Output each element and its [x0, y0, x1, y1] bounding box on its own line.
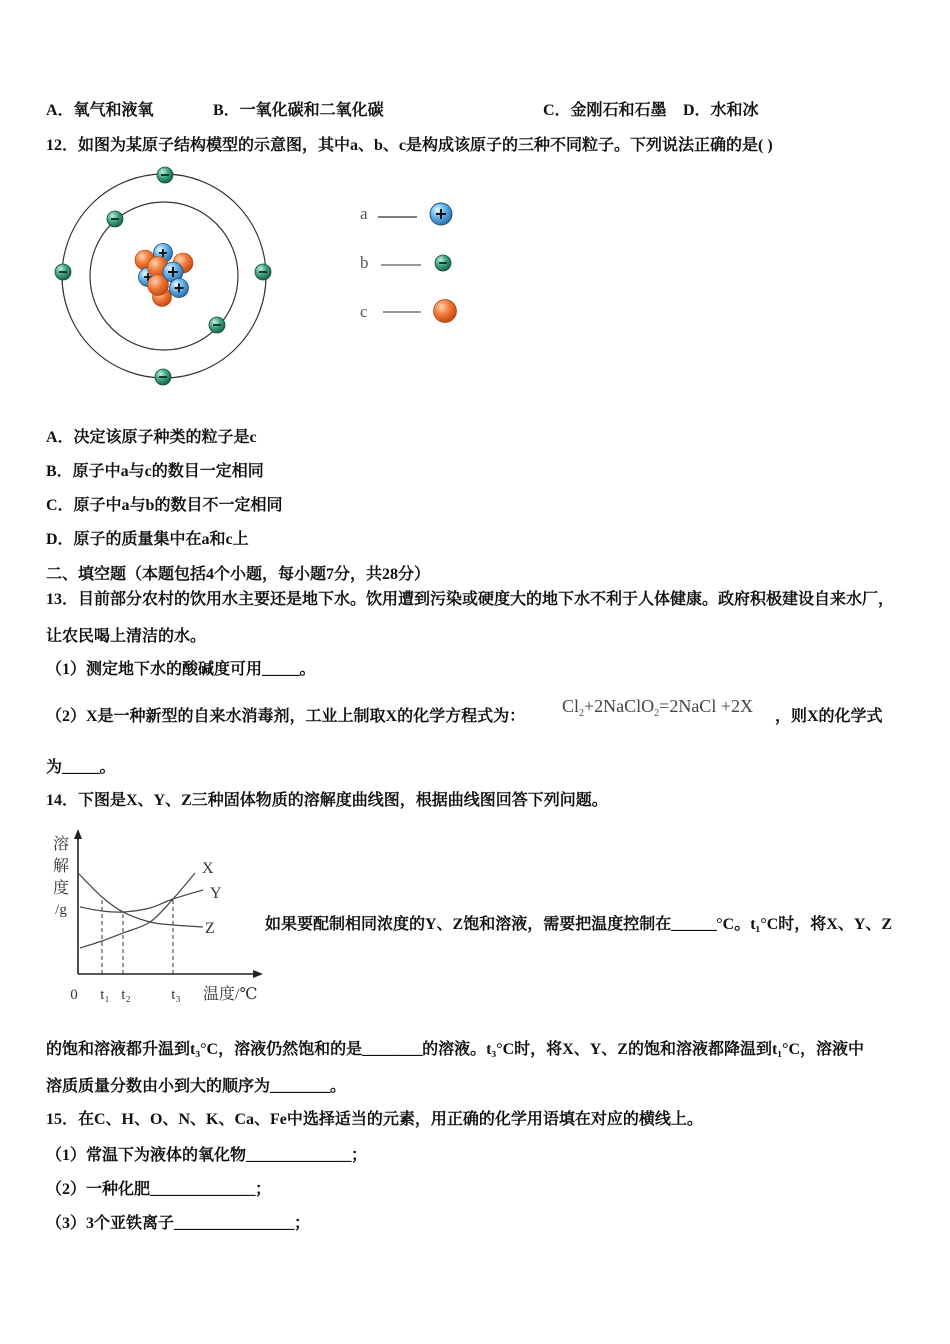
q15-item-2-end: ；	[255, 1181, 272, 1198]
curve-label-z: Z	[205, 920, 215, 937]
y-axis-label-unit: /g	[55, 902, 67, 918]
q13-sub1-text: （1）测定地下水的酸碱度可用	[46, 661, 263, 678]
x-tick-label: 0	[70, 987, 78, 1003]
legend-item-b	[360, 253, 451, 272]
answer-blank: ________________	[174, 1215, 295, 1232]
chart-plot-layer	[70, 860, 222, 1003]
answer-blank: ______________	[246, 1147, 352, 1164]
curve-label-x: X	[202, 860, 214, 877]
q12-option-c: C．原子中a与b的数目不一定相同	[46, 497, 283, 514]
x-axis-label: 温度/℃	[203, 986, 258, 1003]
y-axis-label	[53, 835, 69, 918]
q12-stem: 12．如图为某原子结构模型的示意图，其中a、b、c是构成该原子的三种不同粒子。下列说法正确的是( )	[46, 137, 773, 154]
answer-blank: ________	[362, 1041, 423, 1058]
legend-letter: c	[360, 302, 368, 321]
y-axis	[74, 829, 82, 974]
electron-icon	[155, 369, 171, 385]
q13-sub2-line2-text: 为	[46, 759, 63, 776]
q13-sub2-end: 。	[99, 759, 116, 776]
x-axis	[78, 970, 263, 978]
answer-blank: ________	[270, 1078, 331, 1095]
x-tick-label: t₁	[100, 987, 110, 1003]
legend-letter: a	[360, 204, 368, 223]
electron-icon	[209, 317, 225, 333]
answer-blank: _____	[262, 661, 300, 678]
q14-line-3-suffix: 。	[330, 1078, 347, 1095]
q12-option-d: D．原子的质量集中在a和c上	[46, 531, 249, 548]
y-axis-label-char: 解	[52, 858, 70, 875]
q15-stem: 15．在C、H、O、N、K、Ca、Fe中选择适当的元素，用正确的化学用语填在对应的横线上。	[46, 1111, 703, 1128]
q11-option-b: B．一氧化碳和二氧化碳	[213, 102, 384, 119]
electron-icon	[107, 211, 123, 227]
q14-side-text	[265, 915, 892, 935]
q15-item-3-end: ；	[294, 1215, 311, 1232]
x-axis-arrow-icon	[253, 970, 263, 978]
q11-option-d: D．水和冰	[683, 102, 759, 119]
electron-icon	[55, 264, 71, 280]
curve-label-y: Y	[210, 885, 222, 902]
green-minus-particle-icon	[435, 255, 451, 271]
answer-blank: _____	[62, 759, 100, 776]
equation-subscript: 2	[654, 708, 660, 719]
atom-structure-diagram	[40, 160, 300, 400]
q14-line-2	[46, 1040, 864, 1060]
curve-z	[78, 873, 203, 927]
electron-icon	[157, 167, 173, 183]
q13-stem-line-2: 让农民喝上清洁的水。	[46, 628, 207, 645]
q11-option-a: A．氧气和液氧	[46, 102, 154, 119]
q13-sub1-end: 。	[299, 661, 316, 678]
q12-option-a: A．决定该原子种类的粒子是c	[46, 429, 257, 446]
nucleus	[135, 244, 193, 307]
x-tick-label: t₂	[121, 987, 131, 1003]
q13-stem-line-1: 13．目前部分农村的饮用水主要还是地下水。饮用遭到污染或硬度大的地下水不利于人体健康。政府积极建设自来水厂，	[46, 591, 895, 608]
q15-item-1	[46, 1146, 367, 1166]
q15-item-3	[46, 1214, 310, 1234]
q13-sub2-after-equation: ，则X的化学式	[775, 708, 883, 725]
q14-line-3	[46, 1077, 346, 1097]
q11-option-c: C．金刚石和石墨	[543, 102, 667, 119]
y-axis-label-char: 溶	[52, 836, 70, 853]
q13-sub1	[46, 660, 316, 680]
legend-item-c	[360, 300, 457, 323]
q15-item-2-text: （2）一种化肥	[46, 1181, 151, 1198]
blue-plus-particle-icon	[430, 203, 452, 225]
particle-legend	[350, 195, 470, 330]
solubility-chart	[40, 825, 270, 1010]
orange-particle-icon	[434, 300, 457, 323]
chemical-equation	[562, 695, 753, 717]
q13-sub2-text: （2）X是一种新型的自来水消毒剂，工业上制取X的化学方程式为：	[46, 708, 526, 725]
equation-subscript: 2	[579, 708, 585, 719]
equation-part: Cl	[562, 696, 580, 716]
q14-stem: 14．下图是X、Y、Z三种固体物质的溶解度曲线图，根据曲线图回答下列问题。	[46, 792, 608, 809]
q15-item-1-end: ；	[351, 1147, 368, 1164]
y-axis-label-char: 度	[52, 880, 70, 897]
q14-side-text-prefix: 如果要配制相同浓度的Y、Z饱和溶液，需要把温度控制在	[265, 916, 672, 933]
x-tick-label: t₃	[171, 987, 181, 1003]
proton-icon	[170, 279, 189, 298]
q14-line-2-suffix: 的溶液。t₃°C时，将X、Y、Z的饱和溶液都降温到t₁°C，溶液中	[422, 1041, 865, 1058]
legend-item-a	[360, 203, 452, 225]
q14-line-3-prefix: 溶质质量分数由小到大的顺序为	[46, 1078, 271, 1095]
electron-icon	[255, 264, 271, 280]
q12-option-b: B．原子中a与c的数目一定相同	[46, 463, 264, 480]
equation-part: =2NaCl +2X	[659, 696, 753, 716]
y-axis-arrow-icon	[74, 829, 82, 839]
section-heading: 二、填空题（本题包括4个小题，每小题7分，共28分）	[46, 566, 431, 583]
legend-letter: b	[360, 253, 369, 272]
answer-blank: ______	[671, 916, 717, 933]
q14-line-2-prefix: 的饱和溶液都升温到t₃°C，溶液仍然饱和的是	[46, 1041, 363, 1058]
q14-side-text-suffix: °C。t₁°C时，将X、Y、Z	[716, 916, 893, 933]
q15-item-1-text: （1）常温下为液体的氧化物	[46, 1147, 247, 1164]
q13-sub2-line2	[46, 758, 116, 778]
q15-item-2	[46, 1180, 271, 1200]
equation-part: +2NaClO	[584, 696, 655, 716]
q15-item-3-text: （3）3个亚铁离子	[46, 1215, 175, 1232]
answer-blank: ______________	[150, 1181, 256, 1198]
